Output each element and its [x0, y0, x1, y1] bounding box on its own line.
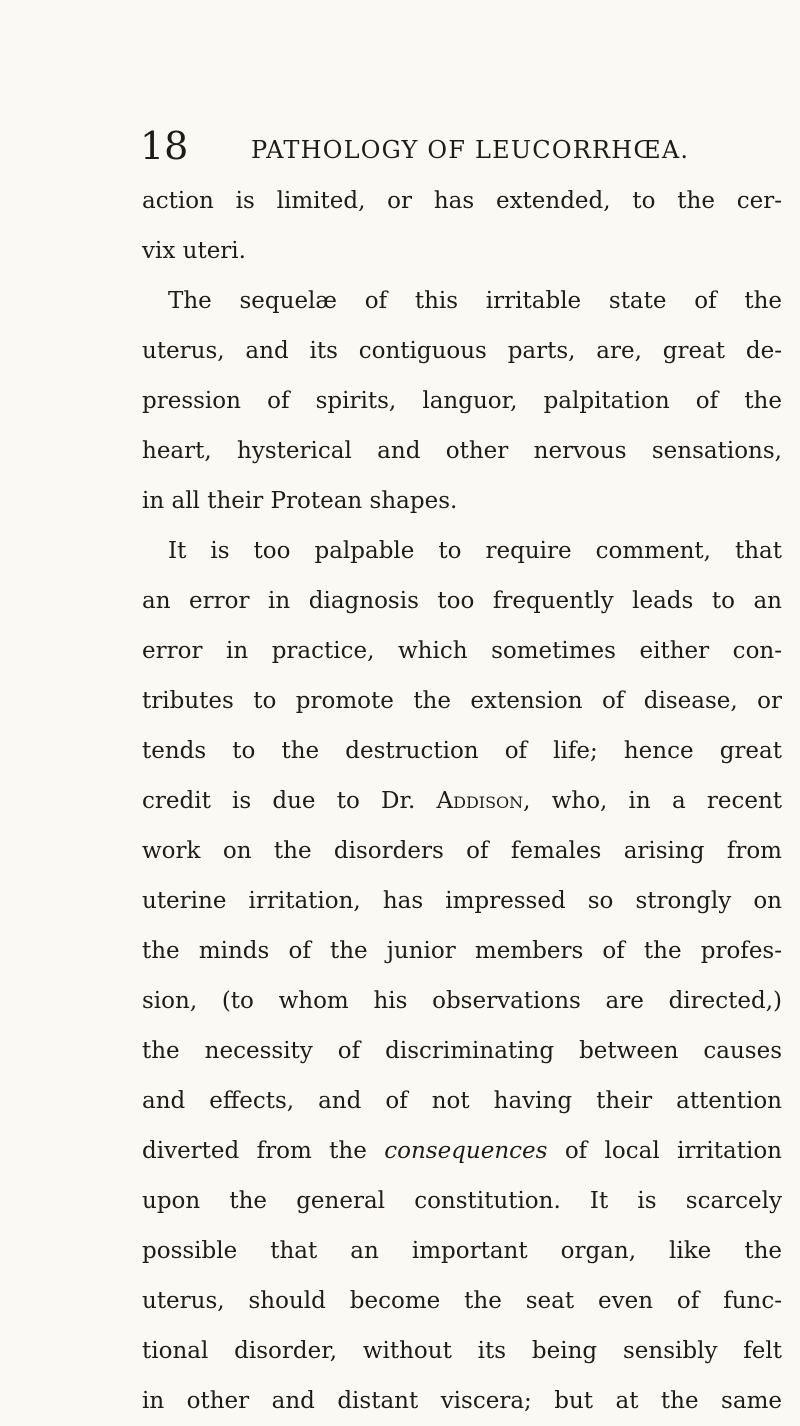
- text-line: It is too palpable to require comment, that: [168, 538, 782, 564]
- running-head: [140, 124, 690, 168]
- text-line: pression of spirits, languor, palpitation of the: [142, 388, 782, 414]
- page-number: 18: [140, 124, 189, 168]
- text-line: the necessity of discriminating between causes: [142, 1038, 782, 1064]
- text-line: The sequelæ of this irritable state of the: [168, 288, 782, 314]
- header-title: PATHOLOGY OF LEUCORRHŒA.: [251, 136, 690, 164]
- text-line: heart, hysterical and other nervous sensations,: [142, 438, 782, 464]
- text-line: uterus, and its contiguous parts, are, great de-: [142, 338, 782, 364]
- author-name: Addison: [436, 788, 524, 814]
- body-text: [142, 176, 782, 1426]
- text-line: in all their Protean shapes.: [142, 488, 458, 514]
- text-line: error in practice, which sometimes either con-: [142, 638, 782, 664]
- text-line: [142, 1126, 782, 1176]
- text-line: tributes to promote the extension of disease, or: [142, 688, 782, 714]
- text-line: sion, (to whom his observations are directed,): [142, 988, 782, 1014]
- text-line: the minds of the junior members of the profes-: [142, 938, 782, 964]
- text-line: possible that an important organ, like the: [142, 1238, 782, 1264]
- text-line: in other and distant viscera; but at the same: [142, 1388, 782, 1414]
- text-line: tends to the destruction of life; hence great: [142, 738, 782, 764]
- text-line: and effects, and of not having their attention: [142, 1088, 782, 1114]
- text-line: uterine irritation, has impressed so strongly on: [142, 888, 782, 914]
- text-line: an error in diagnosis too frequently leads to an: [142, 588, 782, 614]
- text-span: of local irritation: [564, 1138, 782, 1164]
- text-line: upon the general constitution. It is scarcely: [142, 1188, 782, 1214]
- text-line: tional disorder, without its being sensibly felt: [142, 1338, 782, 1364]
- text-span: credit is due to Dr.: [142, 788, 416, 814]
- text-line: vix uteri.: [142, 238, 246, 264]
- italic-text: consequences: [384, 1138, 548, 1164]
- text-line: action is limited, or has extended, to the cer-: [142, 188, 782, 214]
- text-line: work on the disorders of females arising from: [142, 838, 782, 864]
- text-line: uterus, should become the seat even of func-: [142, 1288, 782, 1314]
- text-line: [142, 776, 782, 826]
- text-span: , who, in a recent: [523, 788, 783, 814]
- text-span: diverted from the: [142, 1138, 367, 1164]
